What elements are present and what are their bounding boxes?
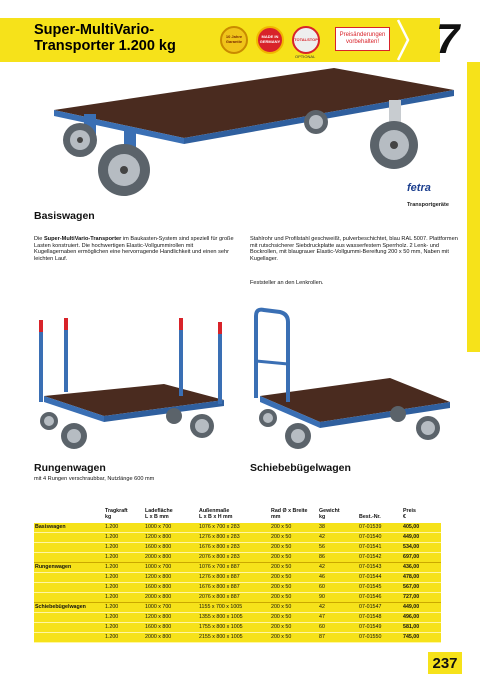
table-cell: 200 x 50	[270, 632, 318, 642]
table-cell: 2076 x 800 x 283	[198, 552, 270, 562]
table-cell: 1.200	[104, 622, 144, 632]
row-group-label: Rungenwagen	[34, 562, 104, 572]
table-cell: 07-01543	[358, 562, 402, 572]
table-cell: 1355 x 800 x 1005	[198, 612, 270, 622]
row-group-label	[34, 612, 104, 622]
table-cell: 1600 x 800	[144, 582, 198, 592]
table-cell: 42	[318, 602, 358, 612]
price-cell: 436,00	[402, 562, 441, 572]
table-cell: 1.200	[104, 592, 144, 602]
intro-pre: Die	[34, 236, 44, 242]
row-group-label: Basiswagen	[34, 523, 104, 533]
row-group-label	[34, 532, 104, 542]
table-cell: 200 x 50	[270, 523, 318, 533]
table-cell: 2000 x 800	[144, 632, 198, 642]
row-group-label: Schiebebügelwagen	[34, 602, 104, 612]
table-row	[34, 582, 441, 592]
column-header	[358, 508, 402, 523]
table-cell: 200 x 50	[270, 602, 318, 612]
price-table-header	[34, 508, 441, 523]
warranty-badge	[220, 26, 248, 54]
page-number: 237	[428, 652, 462, 674]
table-row	[34, 572, 441, 582]
table-cell: 42	[318, 562, 358, 572]
price-table	[34, 508, 441, 643]
column-header	[402, 508, 441, 523]
table-cell: 60	[318, 582, 358, 592]
table-cell: 1.200	[104, 532, 144, 542]
intro-bold: Super-MultiVario-Transporter	[43, 236, 122, 242]
chevron-right-icon	[396, 18, 410, 62]
table-cell: 1.200	[104, 562, 144, 572]
price-cell: 697,00	[402, 552, 441, 562]
basiswagen-heading: Basiswagen	[34, 210, 95, 222]
table-row	[34, 562, 441, 572]
table-row	[34, 542, 441, 552]
made-in-germany-badge	[256, 26, 284, 54]
table-cell: 1676 x 800 x 283	[198, 542, 270, 552]
table-cell: 1200 x 800	[144, 572, 198, 582]
row-group-label	[34, 572, 104, 582]
table-cell: 1000 x 700	[144, 562, 198, 572]
schiebebuegelwagen-image	[250, 306, 460, 451]
header-row	[34, 508, 441, 523]
optional-label: OPTIONAL	[295, 54, 316, 59]
basiswagen-feststeller: Feststeller an den Lenkrollen.	[250, 280, 324, 286]
table-cell: 87	[318, 632, 358, 642]
table-row	[34, 532, 441, 542]
row-group-label	[34, 582, 104, 592]
table-cell: 07-01545	[358, 582, 402, 592]
table-cell: 200 x 50	[270, 552, 318, 562]
table-row	[34, 622, 441, 632]
price-cell: 405,00	[402, 523, 441, 533]
table-cell: 1276 x 800 x 283	[198, 532, 270, 542]
warranty-badge-text: 10 Jahre Garantie	[225, 34, 243, 44]
table-cell: 07-01539	[358, 523, 402, 533]
column-header-line2: mm	[271, 514, 281, 521]
price-cell: 581,00	[402, 622, 441, 632]
table-cell: 07-01544	[358, 572, 402, 582]
table-cell: 200 x 50	[270, 592, 318, 602]
price-cell: 745,00	[402, 632, 441, 642]
price-cell: 727,00	[402, 592, 441, 602]
table-cell: 1.200	[104, 582, 144, 592]
table-cell: 200 x 50	[270, 532, 318, 542]
table-row	[34, 552, 441, 562]
table-cell: 42	[318, 532, 358, 542]
table-cell: 1000 x 700	[144, 523, 198, 533]
column-header-line1: Preis	[403, 508, 416, 514]
table-cell: 1076 x 700 x 283	[198, 523, 270, 533]
row-group-label	[34, 592, 104, 602]
table-cell: 200 x 50	[270, 542, 318, 552]
row-group-label	[34, 632, 104, 642]
table-cell: 1.200	[104, 552, 144, 562]
price-cell: 449,00	[402, 602, 441, 612]
table-cell: 38	[318, 523, 358, 533]
table-cell: 07-01549	[358, 622, 402, 632]
table-cell: 1.200	[104, 572, 144, 582]
basiswagen-image	[34, 60, 464, 200]
table-cell: 1755 x 800 x 1005	[198, 622, 270, 632]
table-cell: 2155 x 800 x 1005	[198, 632, 270, 642]
table-cell: 200 x 50	[270, 582, 318, 592]
column-header-line1: Best.-Nr.	[359, 514, 381, 521]
table-row	[34, 612, 441, 622]
row-group-label	[34, 542, 104, 552]
table-cell: 1200 x 800	[144, 612, 198, 622]
table-cell: 90	[318, 592, 358, 602]
table-row	[34, 523, 441, 533]
table-cell: 1.200	[104, 602, 144, 612]
column-header-line2: €	[403, 514, 406, 521]
side-strip	[467, 62, 480, 352]
table-cell: 07-01540	[358, 532, 402, 542]
table-cell: 1600 x 800	[144, 622, 198, 632]
table-cell: 1276 x 800 x 887	[198, 572, 270, 582]
column-header-line1: Rad Ø x Breite	[271, 508, 308, 514]
table-row	[34, 632, 441, 642]
price-note: Preisänderungen vorbehalten!	[335, 27, 390, 51]
price-cell: 534,00	[402, 542, 441, 552]
table-cell: 46	[318, 572, 358, 582]
rungenwagen-heading: Rungenwagen	[34, 462, 106, 474]
table-cell: 1600 x 800	[144, 542, 198, 552]
table-cell: 1200 x 800	[144, 532, 198, 542]
column-header-line2: L x B mm	[145, 514, 169, 521]
totalstop-badge	[292, 26, 320, 54]
column-header	[104, 508, 144, 523]
intro-rest: im Baukasten-System sind speziell für große Lasten konstruiert. Die hochwertigen Elastic-Vollgummirollen mit Kugellagernaben ermöglichen eine hervorragende Handlichkeit und einen sehr leichten Lauf.	[34, 236, 234, 262]
title-line2: Transporter 1.200 kg	[34, 38, 176, 54]
page-title	[34, 22, 176, 54]
table-cell: 07-01550	[358, 632, 402, 642]
table-cell: 200 x 50	[270, 562, 318, 572]
table-cell: 1.200	[104, 542, 144, 552]
table-cell: 1676 x 800 x 887	[198, 582, 270, 592]
column-header	[198, 508, 270, 523]
title-line1: Super-MultiVario-	[34, 22, 155, 38]
table-cell: 07-01542	[358, 552, 402, 562]
chapter-number: 7	[436, 15, 460, 62]
table-cell: 07-01548	[358, 612, 402, 622]
column-header-line2: kg	[105, 514, 112, 521]
column-header-line1: Gewicht	[319, 508, 340, 514]
table-cell: 200 x 50	[270, 622, 318, 632]
table-cell: 2000 x 800	[144, 592, 198, 602]
table-cell: 1155 x 700 x 1005	[198, 602, 270, 612]
column-header	[270, 508, 318, 523]
table-cell: 1.200	[104, 612, 144, 622]
column-header	[318, 508, 358, 523]
table-cell: 56	[318, 542, 358, 552]
table-cell: 07-01541	[358, 542, 402, 552]
rungenwagen-image	[34, 316, 234, 451]
rungenwagen-text: mit 4 Rungen verschraubbar, Nutzlänge 600 mm	[34, 476, 155, 482]
column-header-line2: L x B x H mm	[199, 514, 233, 521]
basiswagen-spec: Stahlrohr und Profilstahl geschweißt, pulverbeschichtet, blau RAL 5007. Plattformen mit rutschsicherer Siebdruckplatte aus wasserfestem Sperrholz. 2 Lenk- und Bockrollen, mit blaugrauer Elastic-Vollgummi-Bereifung 200 x 50 mm, Naben mit Kugellager.	[250, 236, 458, 262]
price-table-wrapper	[34, 508, 441, 643]
column-header-line1: Außenmaße	[199, 508, 230, 514]
table-cell: 2076 x 800 x 887	[198, 592, 270, 602]
table-cell: 200 x 50	[270, 572, 318, 582]
table-cell: 1076 x 700 x 887	[198, 562, 270, 572]
price-cell: 567,00	[402, 582, 441, 592]
table-cell: 1.200	[104, 523, 144, 533]
table-cell: 1000 x 700	[144, 602, 198, 612]
price-table-body	[34, 523, 441, 643]
fetra-logo: fetra	[407, 182, 431, 194]
row-group-label	[34, 622, 104, 632]
table-cell: 07-01546	[358, 592, 402, 602]
table-cell: 200 x 50	[270, 612, 318, 622]
price-cell: 449,00	[402, 532, 441, 542]
column-header	[34, 508, 104, 523]
table-row	[34, 602, 441, 612]
column-header	[144, 508, 198, 523]
table-cell: 07-01547	[358, 602, 402, 612]
column-header-line2: kg	[319, 514, 326, 521]
table-cell: 1.200	[104, 632, 144, 642]
table-row	[34, 592, 441, 602]
price-cell: 496,00	[402, 612, 441, 622]
row-group-label	[34, 552, 104, 562]
brand-subtitle: Transportgeräte	[407, 202, 449, 208]
price-cell: 478,00	[402, 572, 441, 582]
basiswagen-intro	[34, 236, 234, 262]
column-header-line1: Tragkraft	[105, 508, 128, 514]
table-cell: 60	[318, 622, 358, 632]
column-header-line1: Ladefläche	[145, 508, 173, 514]
table-cell: 47	[318, 612, 358, 622]
table-cell: 86	[318, 552, 358, 562]
made-badge-text: MADE IN GERMANY	[259, 34, 281, 44]
schiebebuegelwagen-heading: Schiebebügelwagen	[250, 462, 351, 474]
totalstop-badge-text: TOTALSTOP	[294, 36, 318, 42]
table-cell: 2000 x 800	[144, 552, 198, 562]
